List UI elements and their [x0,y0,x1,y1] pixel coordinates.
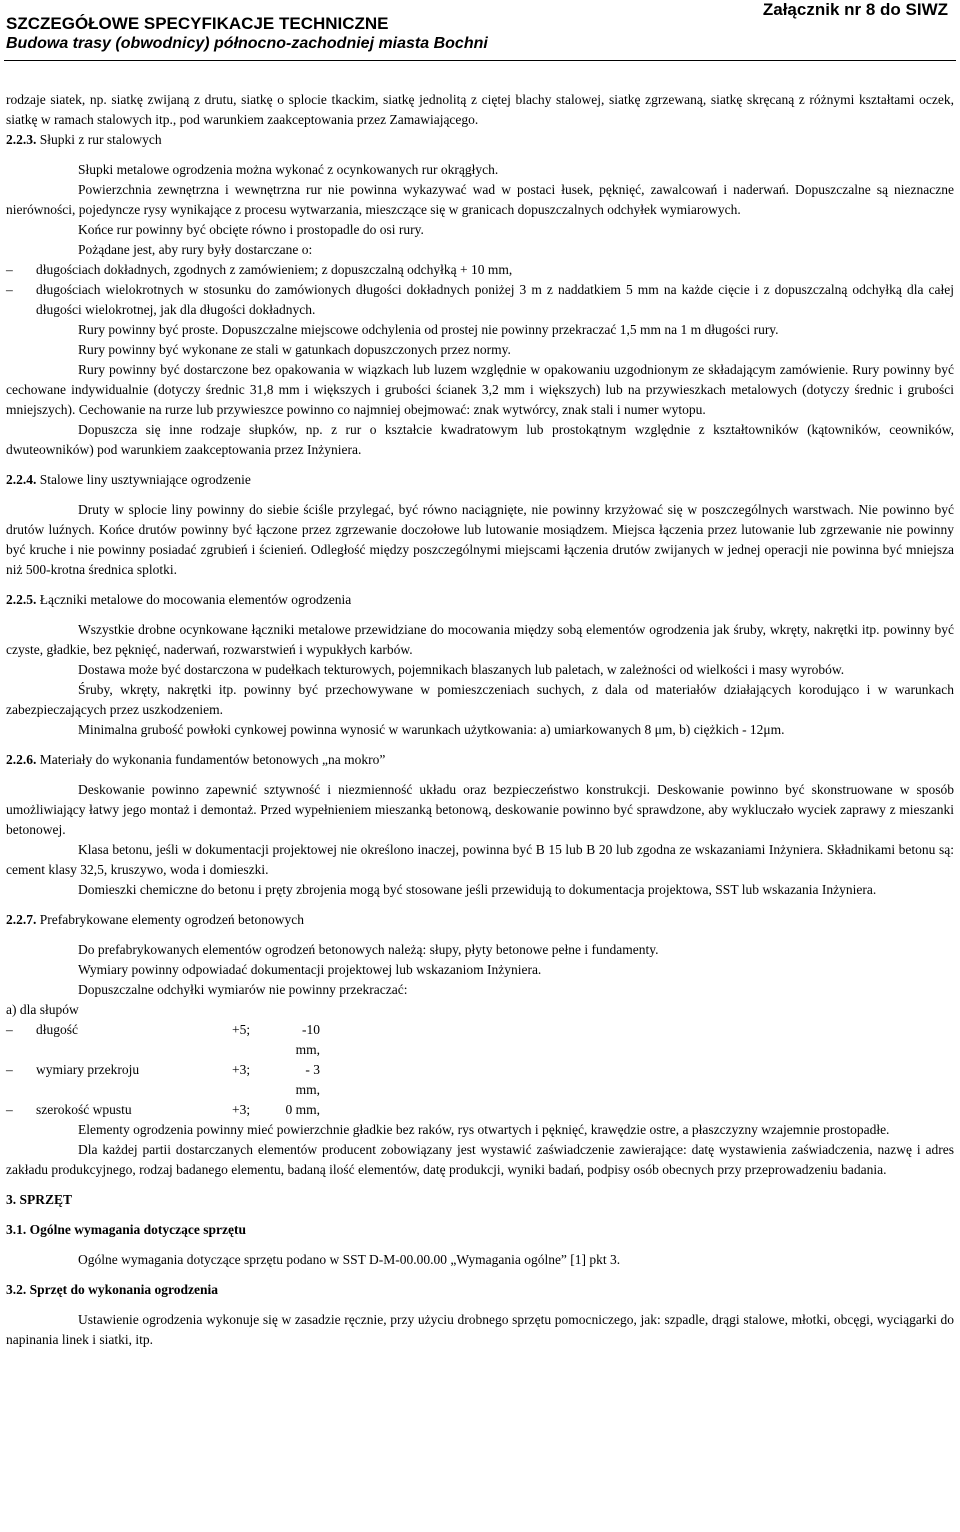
tolerance-name: – długość [6,1020,232,1060]
section-title: Stalowe liny usztywniające ogrodzenie [36,472,251,487]
paragraph: Klasa betonu, jeśli w dokumentacji projektowej nie określono inaczej, powinna być B 15 lub B 20 lub zgodna ze wskazaniami Inżyniera. Składnikami betonu są: cement klasy 32,5, kruszywo, woda i domieszki. [6,842,954,877]
section-title: 3.2. Sprzęt do wykonania ogrodzenia [6,1282,219,1297]
header-rule [4,60,956,61]
paragraph: Rury powinny być proste. Dopuszczalne miejscowe odchylenia od prostej nie powinny przekraczać 1,5 mm na 1 m długości rury. [78,322,779,337]
section-heading-2-2-7 [6,910,954,930]
document-title: SZCZEGÓŁOWE SPECYFIKACJE TECHNICZNE [6,14,389,33]
tolerance-plus: +3; [232,1062,251,1077]
section-title: Prefabrykowane elementy ogrodzeń betonowych [36,912,305,927]
section-heading-2-2-5 [6,590,954,610]
tolerance-name: – szerokość wpustu [6,1100,232,1120]
table-row [6,1060,320,1100]
section-heading-3-2 [6,1280,954,1300]
tolerance-plus: +3; [232,1102,251,1117]
paragraph: Domieszki chemiczne do betonu i pręty zbrojenia mogą być stosowane jeśli przewidują to dokumentacja projektowa, SST lub wskazania Inżyniera. [78,882,877,897]
paragraph: Wszystkie drobne ocynkowane łączniki metalowe przewidziane do mocowania między sobą elementów ogrodzenia jak śruby, wkręty, nakrętki itp. powinny być czyste, gładkie, bez pęknięć, naderwań, rozwarstwień i wypukłych karbów. [6,622,954,657]
tolerance-name: – wymiary przekroju [6,1060,232,1100]
paragraph: Dopuszcza się inne rodzaje słupków, np. z rur o kształcie kwadratowym lub prostokątnym względnie z kształtowników (kątowników, ceowników, dwuteowników) pod warunkiem zaakceptowania przez Inżyniera. [6,422,954,457]
section-title: Słupki z rur stalowych [36,132,162,147]
paragraph: Ustawienie ogrodzenia wykonuje się w zasadzie ręcznie, przy użyciu drobnego sprzętu pomocniczego, jak: szpadle, drągi stalowe, młotki, obcęgi, wyciągarki do napinania linek i siatki, itp. [6,1312,954,1347]
paragraph: Rury powinny być wykonane ze stali w gatunkach dopuszczonych przez normy. [78,342,511,357]
paragraph: a) dla słupów [6,1002,79,1017]
document-body [6,90,954,1350]
section-heading-3-1 [6,1220,954,1240]
tolerance-table [6,1020,320,1120]
table-row [6,1020,320,1060]
paragraph: Słupki metalowe ogrodzenia można wykonać z ocynkowanych rur okrągłych. [78,162,499,177]
section-title: Łączniki metalowe do mocowania elementów ogrodzenia [36,592,352,607]
document-header [6,14,488,54]
paragraph: Do prefabrykowanych elementów ogrodzeń betonowych należą: słupy, płyty betonowe pełne i fundamenty. [78,942,659,957]
tolerance-plus: +5; [232,1022,251,1037]
paragraph: Minimalna grubość powłoki cynkowej powinna wynosić w warunkach użytkowania: a) umiarkowanych 8 μm, b) ciężkich - 12μm. [78,722,785,737]
paragraph: Dopuszczalne odchyłki wymiarów nie powinny przekraczać: [78,982,408,997]
attachment-label: Załącznik nr 8 do SIWZ [762,0,948,19]
paragraph: Powierzchnia zewnętrzna i wewnętrzna rur nie powinna wykazywać wad w postaci łusek, pęknięć, zawalcowań i naderwań. Dopuszczalne są nieznaczne nierówności, pojedyncze rysy wynikające z procesu wytwarzania, mieszczące się w granicach dopuszczalnych odchyłek wymiarowych. [6,182,954,217]
paragraph: Druty w splocie liny powinny do siebie ściśle przylegać, być równo naciągnięte, nie powinny krzyżować się w poszczególnych warstwach. Nie powinno być drutów luźnych. Końce drutów powinny być łączone przez zgrzewanie doczołowe lub lutowanie mosiądzem. Miejsca łączenia przez lutowanie lub zgrzewanie nie powinny być kruche i nie powinny posiadać zgrubień i ścienień. Odległość między poszczególnymi miejscami łączenia drutów zwijanych w jednej operacji nie powinna być mniejsza niż 500-krotna średnica splotki. [6,502,954,577]
table-row [6,1100,320,1120]
paragraph: Śruby, wkręty, nakrętki itp. powinny być przechowywane w pomieszczeniach suchych, z dala od materiałów działających korodująco i w warunkach zabezpieczających przez uszkodzeniem. [6,682,954,717]
section-heading-2-2-6 [6,750,954,770]
paragraph: Wymiary powinny odpowiadać dokumentacji projektowej lub wskazaniom Inżyniera. [78,962,542,977]
section-number: 2.2.3. [6,132,37,147]
section-heading-3 [6,1190,954,1210]
paragraph: Deskowanie powinno zapewnić sztywność i niezmienność układu oraz bezpieczeństwo konstrukcji. Deskowanie powinno być skonstruowane w sposób umożliwiający łatwy jego montaż i demontaż. Przed wypełnieniem mieszanką betonową, deskowanie powinno być sprawdzone, aby wykluczało wyciek zaprawy z mieszanki betonowej. [6,782,954,837]
tolerance-minus: - 3 mm, [295,1062,320,1097]
paragraph: Końce rur powinny być obcięte równo i prostopadle do osi rury. [78,222,424,237]
paragraph: Rury powinny być dostarczone bez opakowania w wiązkach lub luzem względnie w opakowaniu uzgodnionym ze składającym zamówienie. Rury powinny być cechowane indywidualnie (dotyczy średnic 31,8 mm i większych i grubości ścianek 3,2 mm i większych) lub na przywieszkach metalowych (dotyczy średnic i grubości mniejszych). Cechowanie na rurze lub przywieszce powinno co najmniej obejmować: znak wytwórcy, znak stali i numer wytopu. [6,362,954,417]
paragraph: Elementy ogrodzenia powinny mieć powierzchnie gładkie bez raków, rys otwartych i pęknięć, krawędzie ostre, a płaszczyzny wzajemnie prostopadłe. [78,1122,890,1137]
paragraph: Dla każdej partii dostarczanych elementów producent zobowiązany jest wystawić zaświadczenie zawierające: datę wystawienia zaświadczenia, nazwę i adres zakładu produkcyjnego, rodzaj badanego elementu, badaną ilość elementów, datę produkcji, wyniki badań, podpisy osób obecnych przy przeprowadzeniu badania. [6,1142,954,1177]
section-heading-2-2-4 [6,470,954,490]
section-title: 3. SPRZĘT [6,1192,73,1207]
paragraph: Dostawa może być dostarczona w pudełkach tekturowych, pojemnikach blaszanych lub paletach, w zależności od wielkości i masy wyrobów. [78,662,845,677]
section-number: 2.2.7. [6,912,37,927]
section-number: 2.2.5. [6,592,37,607]
section-heading-2-2-3 [6,130,954,150]
tolerance-minus: 0 mm, [285,1102,320,1117]
section-number: 2.2.6. [6,752,37,767]
document-subtitle: Budowa trasy (obwodnicy) północno-zachodniej miasta Bochni [6,35,488,52]
list-item: – długościach wielokrotnych w stosunku do zamówionych długości dokładnych poniżej 3 m z naddatkiem 5 mm na każde cięcie i z dopuszczalną odchyłką dla całej długości wielokrotnej, jak dla długości dokładnych. [6,280,954,320]
paragraph: Ogólne wymagania dotyczące sprzętu podano w SST D-M-00.00.00 „Wymagania ogólne” [1] pkt 3. [78,1252,621,1267]
section-title: Materiały do wykonania fundamentów betonowych „na mokro” [36,752,386,767]
paragraph: rodzaje siatek, np. siatkę zwijaną z drutu, siatkę o splocie tkackim, siatkę jednolitą z ciętej blachy stalowej, siatkę zgrzewaną, siatkę skręcaną z różnymi kształtami oczek, siatkę w ramach stalowych itp., pod warunkiem zaakceptowania przez Zamawiającego. [6,92,954,127]
list-item: – długościach dokładnych, zgodnych z zamówieniem; z dopuszczalną odchyłką + 10 mm, [6,260,954,280]
section-number: 2.2.4. [6,472,37,487]
tolerance-minus: -10 mm, [295,1022,320,1057]
paragraph: Pożądane jest, aby rury były dostarczane o: [78,242,313,257]
section-title: 3.1. Ogólne wymagania dotyczące sprzętu [6,1222,246,1237]
